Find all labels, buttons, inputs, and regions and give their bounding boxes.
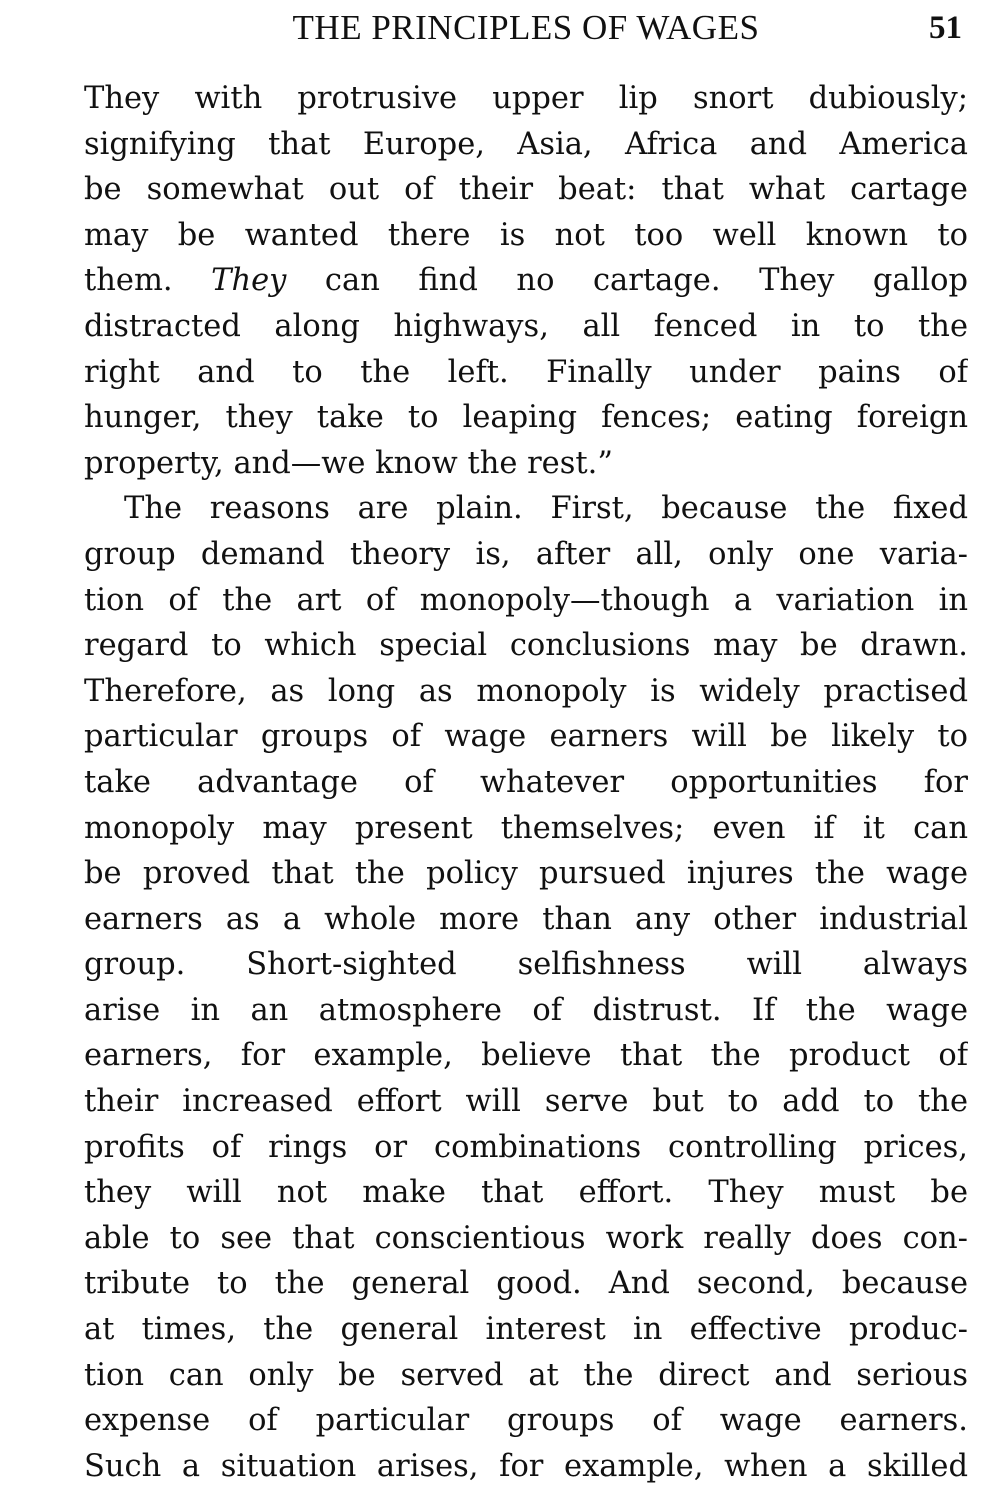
text-line: be somewhat out of their beat: that what cartage bbox=[84, 172, 968, 208]
text-line: able to see that conscientious work really does con- bbox=[84, 1220, 968, 1256]
text-line: group demand theory is, after all, only one varia- bbox=[84, 536, 968, 572]
text-run: them. bbox=[84, 263, 212, 299]
body-text bbox=[84, 76, 968, 1489]
text-line: their increased effort will serve but to add to the bbox=[84, 1084, 968, 1120]
text-run: can find no cartage. They gallop bbox=[286, 263, 968, 299]
text-line: they will not make that effort. They must be bbox=[84, 1175, 968, 1211]
text-line: tion can only be served at the direct and serious bbox=[84, 1357, 968, 1393]
text-line: signifying that Europe, Asia, Africa and America bbox=[84, 126, 968, 162]
text-line: tion of the art of monopoly—though a variation in bbox=[84, 582, 968, 618]
paragraph-quote-continuation bbox=[84, 76, 968, 486]
text-line: be proved that the policy pursued injures the wage bbox=[84, 856, 968, 892]
page-number: 51 bbox=[929, 10, 962, 46]
text-line: They with protrusive upper lip snort dubiously; bbox=[84, 81, 968, 116]
text-line bbox=[84, 258, 968, 304]
text-line: distracted along highways, all fenced in to the bbox=[84, 308, 968, 344]
italic-emphasis: They bbox=[211, 263, 287, 299]
text-line: regard to which special conclusions may be drawn. bbox=[84, 628, 968, 664]
text-line: arise in an atmosphere of distrust. If the wage bbox=[84, 992, 968, 1028]
text-line: take advantage of whatever opportunities for bbox=[84, 764, 968, 800]
running-head bbox=[84, 6, 968, 52]
text-line: at times, the general interest in effective produc- bbox=[84, 1312, 968, 1348]
text-line: earners as a whole more than any other industrial bbox=[84, 901, 968, 937]
text-line: expense of particular groups of wage earners. bbox=[84, 1403, 968, 1439]
paragraph-reasons bbox=[84, 486, 968, 1489]
text-line: The reasons are plain. First, because the fixed bbox=[124, 491, 968, 527]
text-line: tribute to the general good. And second, because bbox=[84, 1266, 968, 1302]
text-line: Therefore, as long as monopoly is widely practised bbox=[84, 673, 968, 709]
text-line: profits of rings or combinations controlling prices, bbox=[84, 1129, 968, 1165]
text-line: group. Short-sighted selfishness will always bbox=[84, 947, 968, 983]
text-line: hunger, they take to leaping fences; eating foreign bbox=[84, 400, 968, 436]
text-line: Such a situation arises, for example, when a skilled bbox=[84, 1448, 968, 1484]
running-title: THE PRINCIPLES OF WAGES bbox=[292, 8, 760, 47]
text-line: particular groups of wage earners will be likely to bbox=[84, 719, 968, 755]
text-line: earners, for example, believe that the product of bbox=[84, 1038, 968, 1074]
text-line: property, and—we know the rest.” bbox=[84, 445, 613, 481]
text-line: right and to the left. Finally under pains of bbox=[84, 354, 968, 390]
text-line: may be wanted there is not too well known to bbox=[84, 217, 968, 253]
text-line: monopoly may present themselves; even if it can bbox=[84, 810, 968, 846]
